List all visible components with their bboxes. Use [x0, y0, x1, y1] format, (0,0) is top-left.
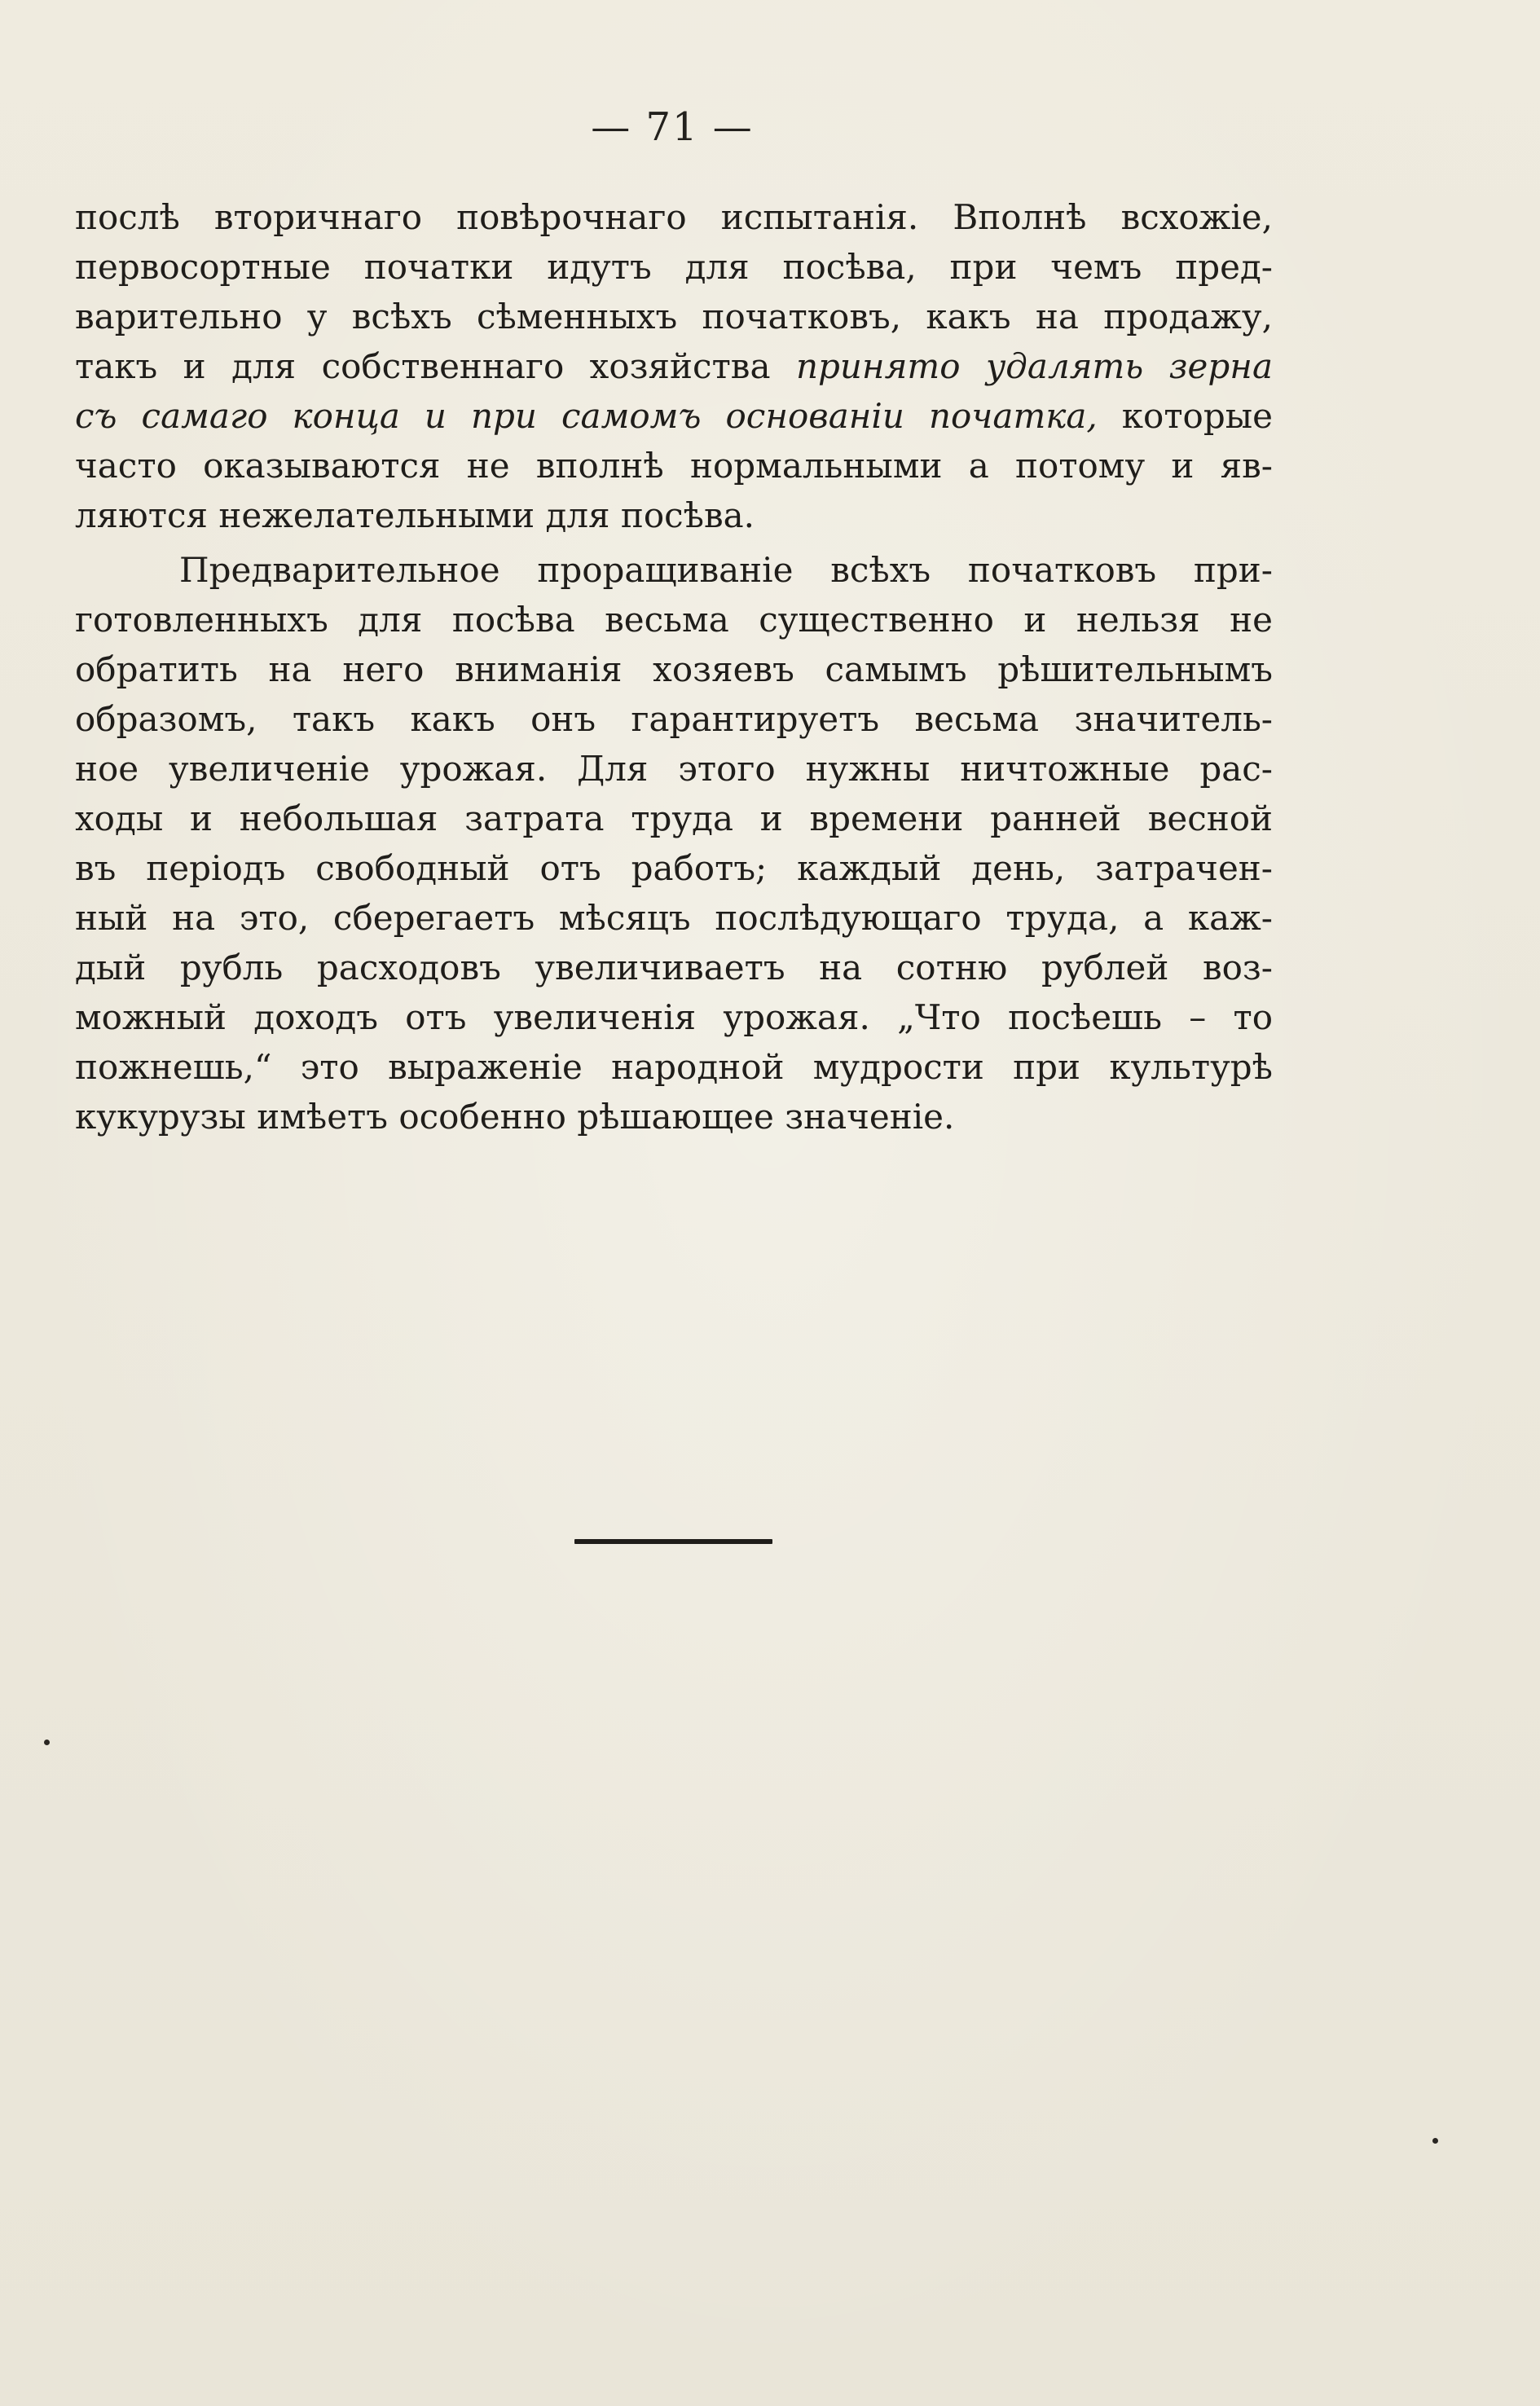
italic-emphasis: съ самаго конца и при самомъ основаніи початка, [75, 396, 1098, 436]
text-line [75, 893, 1273, 943]
italic-emphasis: принято удалять зерна [795, 346, 1273, 386]
text-line [75, 595, 1273, 644]
page-number: — 71 — [591, 104, 754, 150]
text-line [75, 694, 1273, 744]
text-line [75, 794, 1273, 843]
text-run: ходы и небольшая затрата труда и времени ранней весной [75, 798, 1273, 838]
text-line [75, 1042, 1273, 1092]
text-line [75, 943, 1273, 992]
text-line [75, 242, 1273, 292]
body-text [75, 192, 1273, 1141]
ink-speck [1432, 2138, 1438, 2144]
text-line [75, 292, 1273, 341]
text-run: ное увеличеніе урожая. Для этого нужны ничтожные рас- [75, 749, 1273, 789]
text-run: дый рубль расходовъ увеличиваетъ на сотню рублей воз- [75, 948, 1273, 987]
text-run: часто оказываются не вполнѣ нормальными а потому и яв- [75, 446, 1273, 486]
text-run: въ періодъ свободный отъ работъ; каждый день, затрачен- [75, 848, 1273, 888]
text-line [75, 490, 1273, 540]
text-run: ляются нежелательными для посѣва. [75, 495, 755, 535]
text-line [75, 992, 1273, 1042]
text-line [75, 192, 1273, 242]
text-line [75, 644, 1273, 694]
paragraph [75, 192, 1273, 540]
text-run: которые [1097, 396, 1274, 436]
text-run: первосортные початки идутъ для посѣва, при чемъ пред- [75, 247, 1273, 287]
text-run: ный на это, сберегаетъ мѣсяцъ послѣдующаго труда, а каж- [75, 898, 1273, 938]
text-run: образомъ, такъ какъ онъ гарантируетъ весьма значитель- [75, 699, 1273, 739]
text-run: обратить на него вниманія хозяевъ самымъ рѣшительнымъ [75, 649, 1273, 689]
ink-speck [44, 1740, 50, 1745]
text-run: пожнешь,“ это выраженіе народной мудрости при культурѣ [75, 1047, 1273, 1087]
text-run: кукурузы имѣетъ особенно рѣшающее значеніе. [75, 1097, 955, 1137]
section-divider-rule [574, 1539, 772, 1544]
text-line [75, 744, 1273, 794]
text-run: готовленныхъ для посѣва весьма существенно и нельзя не [75, 600, 1273, 640]
text-line [75, 391, 1273, 441]
text-run: варительно у всѣхъ сѣменныхъ початковъ, какъ на продажу, [75, 297, 1273, 336]
text-line [75, 1092, 1273, 1141]
text-line [75, 341, 1273, 391]
text-line [75, 441, 1273, 490]
text-run: можный доходъ отъ увеличенія урожая. „Что посѣешь – то [75, 997, 1273, 1037]
text-run: Предварительное проращиваніе всѣхъ початковъ при- [179, 550, 1273, 590]
text-run: такъ и для собственнаго хозяйства [75, 346, 796, 386]
text-line [75, 843, 1273, 893]
paragraph [75, 545, 1273, 1141]
text-line [75, 545, 1273, 595]
text-run: послѣ вторичнаго повѣрочнаго испытанія. Вполнѣ всхожіе, [75, 197, 1273, 237]
